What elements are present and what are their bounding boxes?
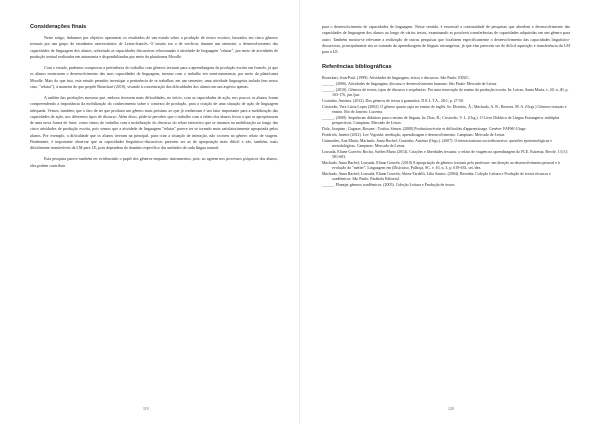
page-number: 119 [143, 407, 149, 411]
reference-item: Lousada, Eliane Gouvêa; Rocha, Suélen Maria (2014). Criações e liberdades textuais: o relato de viagem na aprendizagem do FLE. Eutomia, Recife, 13 (1): 581-603. [322, 148, 569, 159]
reference-item: Machado, Anna Rachel; Lousada, Eliane Gouvêa; Abreu-Tardelli, Lília Santos. (2004). Resenha. Coleção Leitura e Produção de textos técnicos e acadêmicos. São Paulo: Parábola Editorial. [322, 170, 551, 181]
reference-item: Dolz, Joaquim ; Gagnon, Roxane ; Toulou, Simon. (2008) Production écrite et difficultés d'apprentissage. Genève: FAPSE-Uíage. [322, 125, 527, 131]
reference-item: Guimarães, Ana Maria; Machado, Anna Rachel; Coutinho, Antónia (Orgs.). (2007). O interacionismo sociodiscursivo: questões epistemológicas e metodológicas. Campinas: Mercado de Letras. [322, 137, 552, 148]
paragraph: A análise das produções mostrou que, embora tivessem mais dificuldades, no início, com as capacidades de ação, nos poucos os alunos foram compreendendo a importância da mobilização do conhecimento sobre o contexto de produção, para a criação de uma situação de ação de linguagem adequada. Vemos, também, que o fato de ter que produzir um gênero mais próximo ao que já conheciam é um fator importante para a mobilização das capacidades de ação, nos diferentes tipos de discurso. Além disso, pôde-se perceber que o trabalho com o relato dos alunos levou a que se apropriassem de uma nova forma de fazer, como vimos do trabalho com a mobilização do discurso do relato interativo que se instaura na mobilização ao longo das cinco atividades de produção escrita, pois vemos que a atividade de linguagem "relatar" parece ter se tornado mais satisfatoriamente apropriada pelos alunos. Por exemplo, a dificuldade que os alunos tiveram na principal, para criar a situação de interação, não ocorreu no gênero relato de viagem. Finalmente, é importante observar que as capacidades linguístico-discursivas parecem ser as de apropriação mais difícil e são, também, mais dificilmente transferíveis da LM para LE, pois dependem do domínio específico das unidades de cada língua natural. [30, 95, 278, 150]
paragraph-continuation: para o desenvolvimento de capacidades de linguagem. Nesse sentido, é essencial a continuidade de pesquisas que abordem o desenvolvimento das capacidades de linguagem dos alunos ao longo de vários textos, examinando as possíveis transferências de capacidades adquiridas em um gênero para outro. Também mostra-se relevante a realização de outras pesquisas que focalizem especificamente o desenvolvimento das capacidades linguístico-discursivas, principalmente em se tratando da aprendizagem de línguas estrangeiras, já que elas parecem ser de difícil aquisição e transferência da LM para a LE. [322, 24, 570, 54]
reference-item: Coutinho, Antónia. (2012). Dos géneros de textos à gramática. D.E.L.T.A., 28:1, p. 27-50. [322, 98, 464, 104]
reference-item: Machado, Anna Rachel; Lousada, Eliane Gouvêa. (2010) A apropriação de gêneros textuais pelo professor: em direção ao desenvolvimento pessoal e à evolução do "métier". Linguagem em (Dis)curso, Palhoça, SC, v. 10, n. 3, p. 619-633, set./dez. [322, 159, 560, 170]
page-number: 120 [448, 407, 454, 411]
reference-item: ______. Planejar gêneros acadêmicos. (2005). Coleção Leitura e Produção de textos [322, 181, 455, 187]
reference-item: Cristovão, Vera Lúcia Lopes (2002). O gênero quarta capa no ensino de inglês. In: Dionísio, Â.; Machado, A. R.; Bezerra, M. A. (Orgs.) Gêneros textuais e ensino. Rio de Janeiro: Lucerna. [322, 103, 567, 114]
references-heading: Referências bibliográficas [322, 64, 392, 71]
references-list [322, 75, 570, 186]
right-column [322, 24, 570, 187]
reference-item: ______. (2009). Sequências didáticas para o ensino de línguas. In: Dias, R.; Cristovão, V. L. (Org.). O Livro Didático de Língua Estrangeira: múltiplas perspectivas. Campinas: Mercado de Letras. [322, 114, 560, 125]
reference-item: ______. (2006). Atividades de linguagem, discurso e desenvolvimento humano. São Paulo: Mercado de Letras. [322, 81, 498, 87]
section-heading-final-considerations: Considerações finais [30, 24, 87, 30]
paragraph: Com o estudo, pudemos comprovar a pertinência do trabalho com gêneros textuais para a aprendizagem da produção escrita em francês, já que os alunos mostraram o desenvolvimento das suas capacidades de linguagem, mesmo com o trabalho em semi-autonomia, por meio da plataforma Moodle. Mais do que isso, este estudo permitiu investigar a pertinência de se trabalhar, em um semestre, uma atividade linguageira isolada (em nosso caso, "relatar"), à maneira do que propõe Bronckart (2010), visando à concentração das dificuldades dos alunos em um aspecto apenas. [30, 65, 278, 89]
right-page [300, 0, 600, 424]
paragraph: Esta pesquisa parece também ter evidenciado o papel dos gêneros enquanto instrumentos, pois, ao agirem nos processos psíquicos dos alunos, eles podem contribuir [30, 156, 278, 168]
left-column [30, 24, 278, 174]
reference-item: Friedrich, Janette (2012). Lev Vigotski: mediação, aprendizagem e desenvolvimento. Campinas: Mercado de Letras. [322, 131, 506, 137]
reference-item: ______. (2010). Gêneros de textos, tipos de discurso e sequências. Por uma renovação do ensino da produção escrita. In: Letras, Santa Maria, v. 20, n. 40, p. 163-176, jun./jun. [322, 87, 569, 98]
reference-item: Bronckart, Jean-Paul. (1999). Atividades de linguagem, textos e discursos. São Paulo: EDUC. [322, 75, 470, 81]
paragraph: Neste artigo, tínhamos por objetivo apresentar os resultados de um estudo sobre a produção de textos escritos, baseados em cinco gêneros textuais por um grupo de estudantes universitários de Letras-francês. O intuito era o de verificar, durante um semestre, o desenvolvimento das capacidades de linguagem dos alunos, sobretudo as capacidades discursivas relacionadas à atividade de linguagem "relatar", por meio de atividades de produção textual realizadas em autonomia e disponibilizadas por meio da plataforma Moodle. [30, 35, 278, 59]
